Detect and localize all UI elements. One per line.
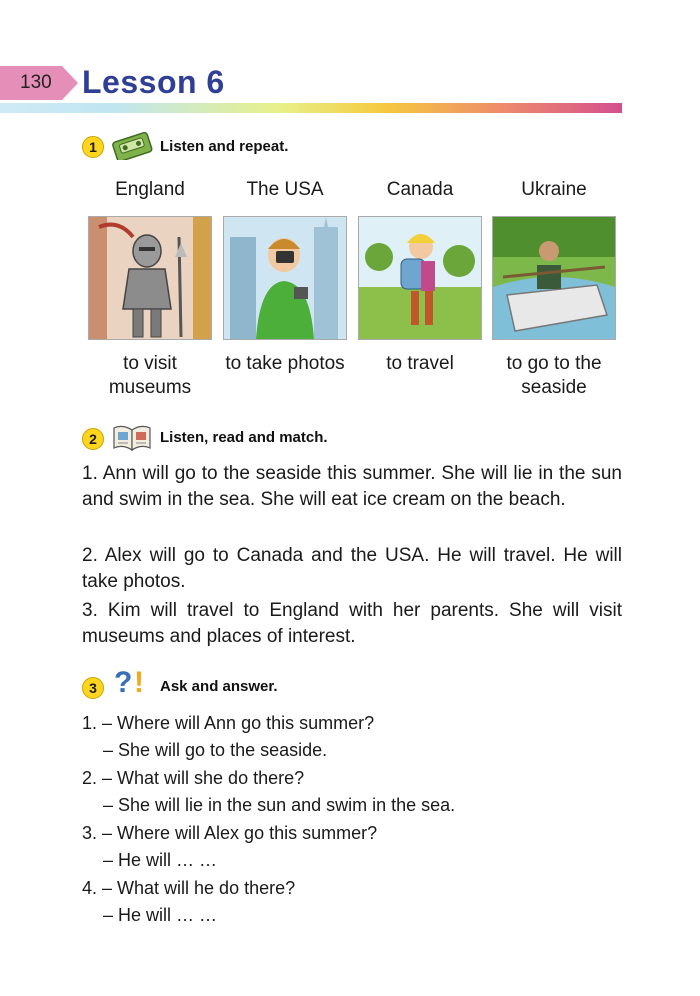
task-1-number: 1: [82, 136, 104, 158]
task-2-instruction: Listen, read and match.: [160, 429, 328, 446]
question-exclamation-icon: [112, 664, 154, 698]
ukraine-boat-picture: [492, 216, 616, 340]
question-3: 3. – Where will Alex go this summer?: [82, 823, 378, 843]
dialogue-2: [82, 765, 455, 819]
book-icon: [110, 422, 154, 452]
caption-to-take-photos: to take photos: [225, 353, 345, 374]
svg-text:?: ?: [114, 666, 133, 698]
answer-1: – She will go to the seaside.: [103, 740, 328, 760]
dialogue-4: [82, 875, 295, 929]
caption-to-travel: to travel: [386, 353, 454, 374]
cassette-icon: [110, 132, 154, 160]
country-canada: Canada: [386, 179, 454, 200]
answer-4: – He will … …: [103, 905, 218, 925]
country-england: England: [115, 179, 185, 200]
task-3-instruction: Ask and answer.: [160, 678, 278, 695]
knight-picture: [88, 216, 212, 340]
country-usa: The USA: [246, 179, 324, 200]
answer-2: – She will lie in the sun and swim in the sea.: [103, 795, 456, 815]
paragraph-3: 3. Kim will travel to England with her parents. She will visit museums and places of interest.: [82, 600, 622, 647]
dialogue-3: [82, 820, 377, 874]
answer-3: – He will … …: [103, 850, 218, 870]
dialogue-1: [82, 710, 374, 764]
task-1-instruction: Listen and repeat.: [160, 138, 289, 155]
caption-to-visit-museums: to visit museums: [108, 353, 192, 398]
svg-text:!: !: [134, 666, 144, 698]
question-1: 1. – Where will Ann go this summer?: [82, 713, 375, 733]
page-number: 130: [20, 72, 52, 93]
title-gradient-band: [0, 103, 622, 113]
task-2-number: 2: [82, 428, 104, 450]
paragraph-1: 1. Ann will go to the seaside this summer. She will lie in the sun and swim in the sea. She will eat ice cream on the beach.: [82, 463, 622, 510]
canada-traveler-picture: [358, 216, 482, 340]
usa-photographer-picture: [223, 216, 347, 340]
task-3-number: 3: [82, 677, 104, 699]
question-2: 2. – What will she do there?: [82, 768, 305, 788]
country-ukraine: Ukraine: [521, 179, 587, 200]
question-4: 4. – What will he do there?: [82, 878, 296, 898]
caption-to-go-to-the-seaside: to go to the seaside: [506, 353, 602, 398]
paragraph-2: 2. Alex will go to Canada and the USA. He will travel. He will take photos.: [82, 545, 622, 592]
lesson-title: Lesson 6: [82, 64, 225, 100]
